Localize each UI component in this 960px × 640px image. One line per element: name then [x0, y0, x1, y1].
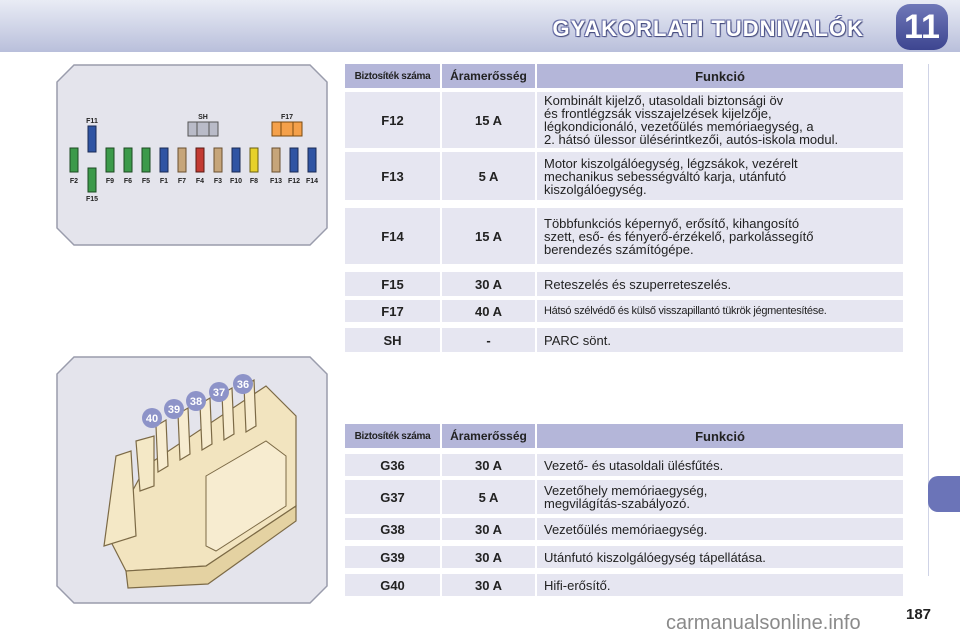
fuse-f17 — [272, 122, 302, 136]
fuse-cell: G36 — [345, 454, 440, 476]
amperage-cell: 15 A — [442, 208, 535, 264]
label-f14: F14 — [305, 178, 319, 185]
label-f13: F13 — [269, 178, 283, 185]
fuse-f13 — [272, 148, 280, 172]
fuse-f11 — [88, 126, 96, 152]
function-cell: PARC sönt. — [537, 328, 903, 352]
page-title: GYAKORLATI TUDNIVALÓK — [552, 16, 864, 41]
relay-label-39: 39 — [167, 404, 181, 416]
shunt-sh — [188, 122, 218, 136]
label-f1: F1 — [159, 178, 169, 185]
label-f3: F3 — [213, 178, 223, 185]
fuse-cell: G38 — [345, 518, 440, 540]
table-header-row — [345, 424, 903, 448]
fuse-f3 — [214, 148, 222, 172]
fuse-cell: F12 — [345, 92, 440, 148]
function-cell: Motor kiszolgálóegység, légzsákok, vezérelt mechanikus sebességváltó karja, utánfutó kiszolgálóegység. — [537, 152, 903, 200]
fuse-f5 — [142, 148, 150, 172]
header-function: Funkció — [537, 64, 903, 88]
fuse-cell: G37 — [345, 480, 440, 514]
fuse-cell: F13 — [345, 152, 440, 200]
label-f8: F8 — [249, 178, 259, 185]
active-chapter-tab[interactable] — [928, 476, 960, 512]
table-row — [345, 328, 903, 352]
fuse-cell: F14 — [345, 208, 440, 264]
function-cell: Hifi-erősítő. — [537, 574, 903, 596]
function-cell: Hátsó szélvédő és külső visszapillantó tükrök jégmentesítése. — [537, 300, 903, 322]
fuse-f2 — [70, 148, 78, 172]
function-cell: Utánfutó kiszolgálóegység tápellátása. — [537, 546, 903, 568]
amperage-cell: 30 A — [442, 272, 535, 296]
fuse-f6 — [124, 148, 132, 172]
fuse-f12 — [290, 148, 298, 172]
function-cell: Vezetőülés memóriaegység. — [537, 518, 903, 540]
amperage-cell: 15 A — [442, 92, 535, 148]
amperage-cell: 30 A — [442, 518, 535, 540]
label-f15: F15 — [85, 196, 99, 203]
function-cell: Vezető- és utasoldali ülésfűtés. — [537, 454, 903, 476]
table-row — [345, 480, 903, 514]
label-f2: F2 — [69, 178, 79, 185]
label-f11: F11 — [86, 118, 98, 125]
relay-label-38: 38 — [189, 396, 203, 408]
amperage-cell: 30 A — [442, 546, 535, 568]
function-cell: Többfunkciós képernyő, erősítő, kihangosító szett, eső- és fényerő-érzékelő, parkolássegítő berendezés számítógépe. — [537, 208, 903, 264]
label-f6: F6 — [123, 178, 133, 185]
relay-label-36: 36 — [236, 379, 250, 391]
header-fuse-number: Biztosíték száma — [345, 424, 440, 448]
label-f4: F4 — [195, 178, 205, 185]
function-cell: Reteszelés és szuperreteszelés. — [537, 272, 903, 296]
fuse-f9 — [106, 148, 114, 172]
fuse-table-2 — [345, 424, 905, 598]
table-row — [345, 546, 903, 568]
label-f12: F12 — [287, 178, 301, 185]
amperage-cell: 30 A — [442, 574, 535, 596]
label-f7: F7 — [177, 178, 187, 185]
header-amperage: Áramerősség — [442, 64, 535, 88]
label-f5: F5 — [141, 178, 151, 185]
amperage-cell: 40 A — [442, 300, 535, 322]
relay-label-37: 37 — [212, 387, 226, 399]
table-row — [345, 208, 903, 264]
fuse-f1 — [160, 148, 168, 172]
table-row — [345, 454, 903, 476]
watermark: carmanualsonline.info — [666, 612, 861, 634]
amperage-cell: 5 A — [442, 480, 535, 514]
table-row — [345, 272, 903, 296]
page-number: 187 — [906, 606, 932, 623]
fuse-cell: F17 — [345, 300, 440, 322]
relay-box-diagram — [56, 356, 328, 604]
table-header-row — [345, 64, 903, 88]
table-row — [345, 300, 903, 322]
fuse-f8 — [250, 148, 258, 172]
function-cell: Kombinált kijelző, utasoldali biztonsági öv és frontlégzsák visszajelzések kijelzője, légkondicionáló, vezetőülés memóriaegység, a 2. hátsó ülessor ülésérintkezői, autós-iskola modul. — [537, 92, 903, 148]
relay-label-40: 40 — [145, 413, 159, 425]
fuse-cell: SH — [345, 328, 440, 352]
header-fuse-number: Biztosíték száma — [345, 64, 440, 88]
fuse-panel-frame — [57, 65, 327, 245]
fuse-cell: G40 — [345, 574, 440, 596]
amperage-cell: 30 A — [442, 454, 535, 476]
fuse-f4 — [196, 148, 204, 172]
fuse-f10 — [232, 148, 240, 172]
chapter-number: 11 — [904, 8, 940, 46]
amperage-cell: 5 A — [442, 152, 535, 200]
label-f17: F17 — [280, 114, 294, 121]
table-row — [345, 92, 903, 148]
label-f10: F10 — [229, 178, 243, 185]
fuse-table-1 — [345, 64, 905, 352]
header-function: Funkció — [537, 424, 903, 448]
table-row — [345, 152, 903, 200]
fuse-box-diagram — [56, 64, 328, 246]
header-amperage: Áramerősség — [442, 424, 535, 448]
fuse-cell: F15 — [345, 272, 440, 296]
table-row — [345, 518, 903, 540]
label-f9: F9 — [105, 178, 115, 185]
fuse-f7 — [178, 148, 186, 172]
fuse-cell: G39 — [345, 546, 440, 568]
function-cell: Vezetőhely memóriaegység, megvilágítás-szabályozó. — [537, 480, 903, 514]
amperage-cell: - — [442, 328, 535, 352]
fuse-f14 — [308, 148, 316, 172]
label-sh: SH — [198, 114, 208, 121]
fuse-f15 — [88, 168, 96, 192]
table-row — [345, 574, 903, 596]
